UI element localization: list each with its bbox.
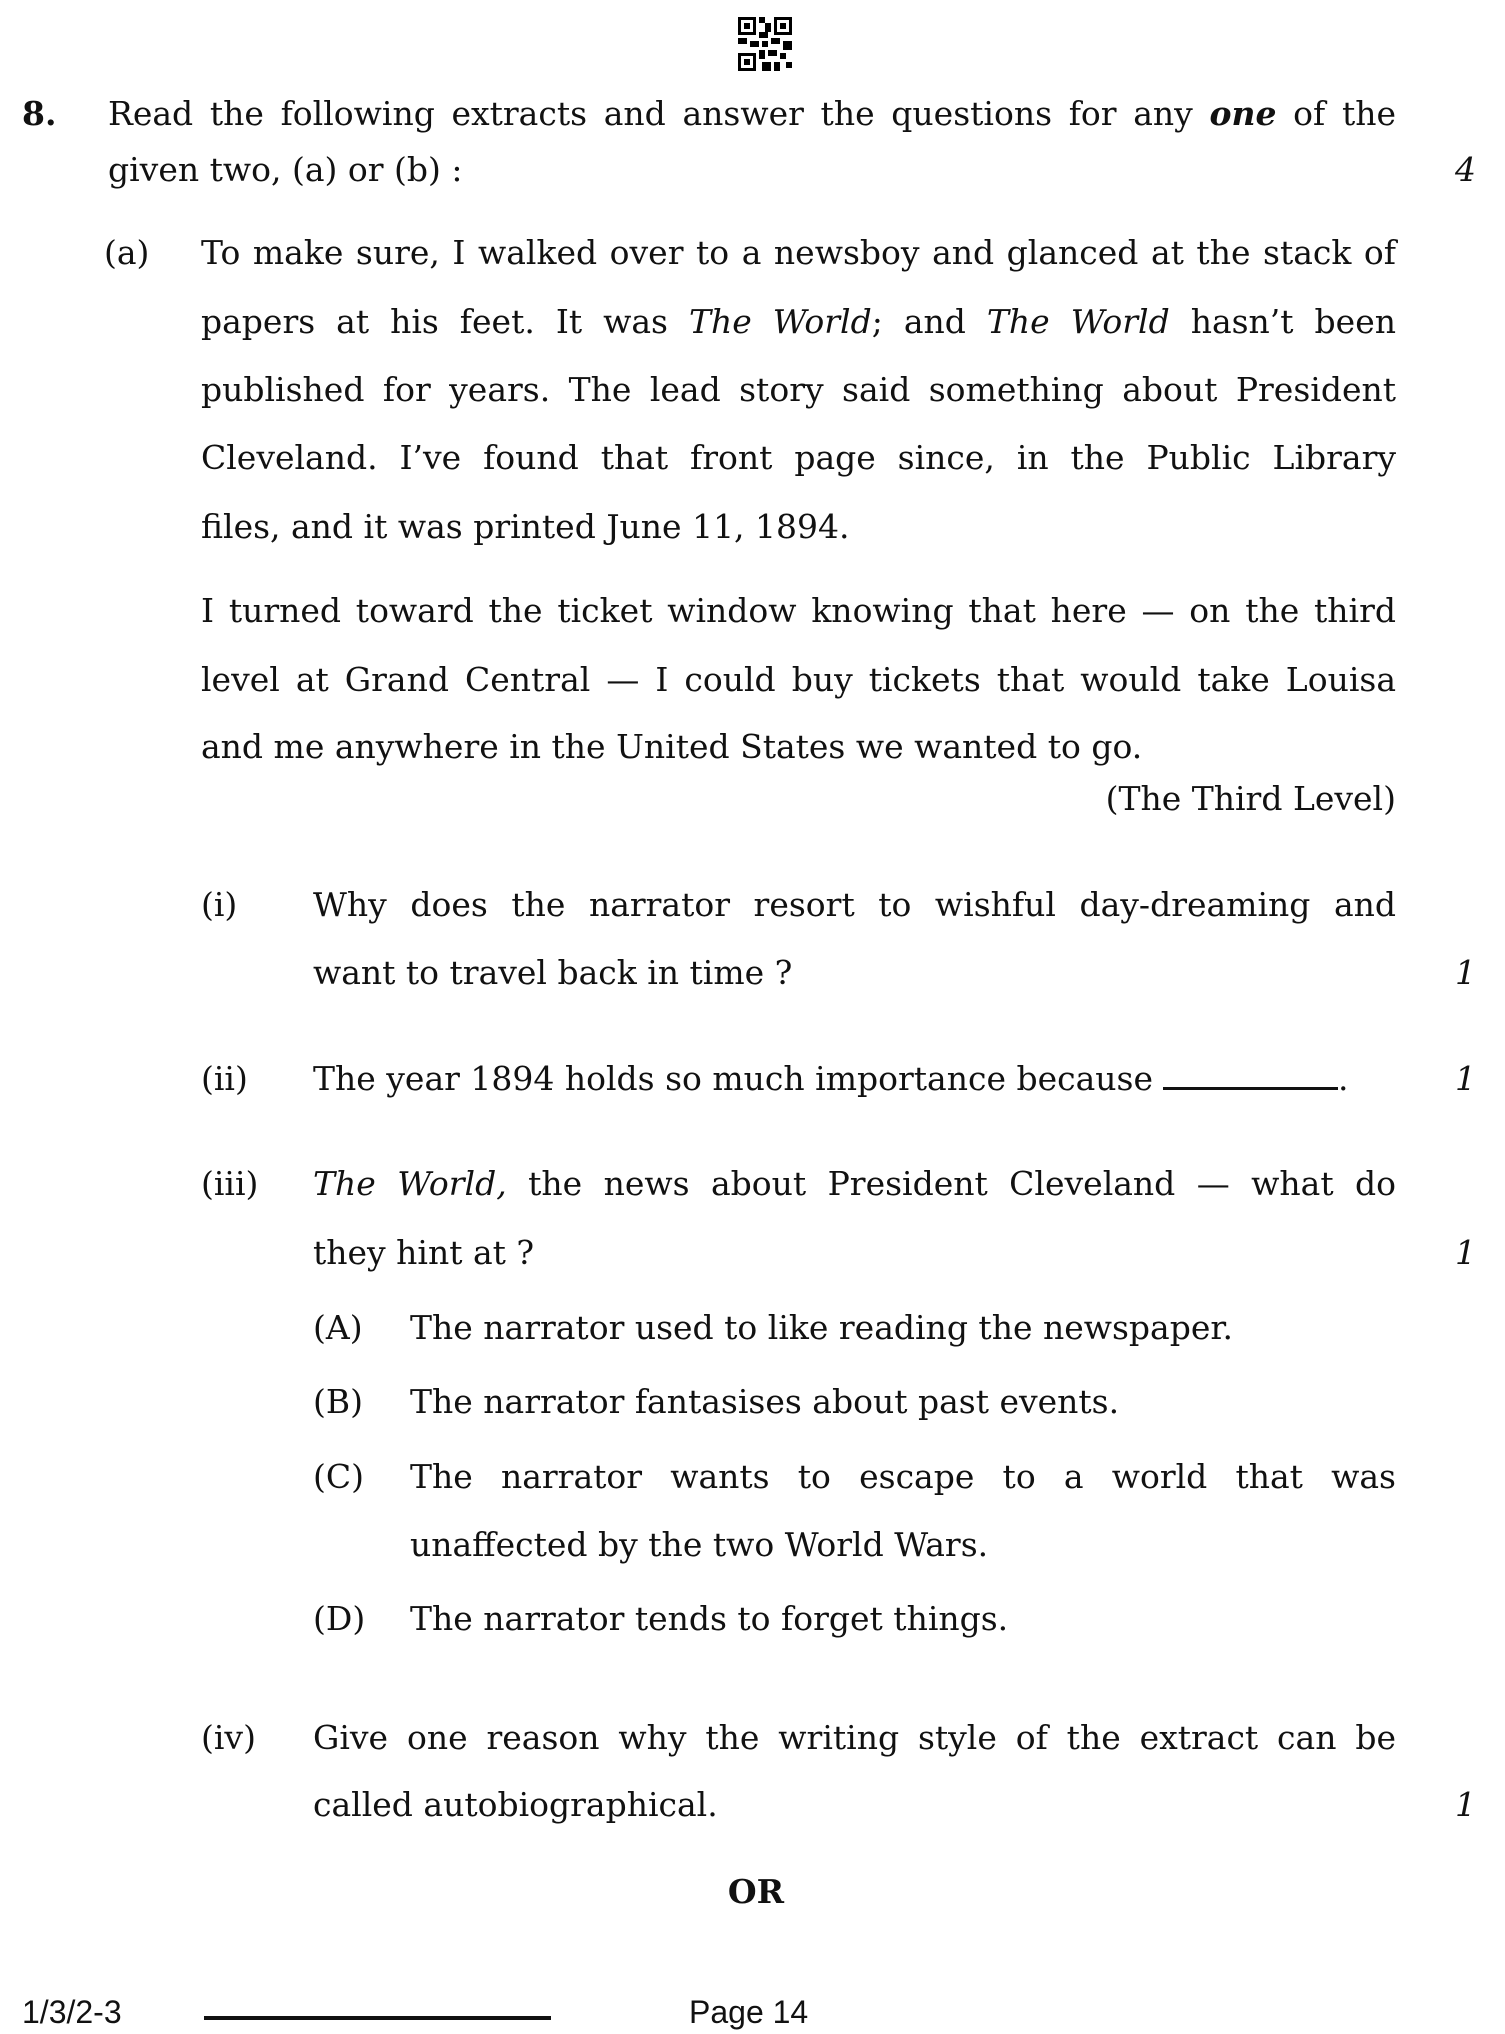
- text-segment: Why does the narrator resort to wishful day-dreaming and: [313, 885, 1396, 924]
- option-text: [410, 1368, 1396, 1436]
- subquestion-text: [313, 1704, 1396, 1772]
- text-segment: Read the following extracts and answer the questions for any: [108, 94, 1210, 133]
- or-divider: OR: [727, 1872, 785, 1911]
- subquestion-text: [313, 871, 1396, 939]
- text-segment: called autobiographical.: [313, 1785, 718, 1824]
- text-segment: published for years. The lead story said something about President: [201, 370, 1396, 409]
- option-label: (C): [313, 1457, 364, 1496]
- text-segment: unaffected by the two World Wars.: [410, 1525, 989, 1564]
- option-text: [410, 1294, 1396, 1362]
- passage-source: (The Third Level): [1105, 779, 1396, 818]
- qr-code-icon: [738, 17, 792, 71]
- subquestion-label: (ii): [201, 1059, 248, 1098]
- text-segment: Give one reason why the writing style of the extract can be: [313, 1718, 1396, 1757]
- text-segment: Cleveland. I’ve found that front page since, in the Public Library: [201, 438, 1396, 477]
- passage-line: [201, 356, 1396, 424]
- emphasized-text: one: [1209, 94, 1277, 133]
- subquestion-text: [313, 939, 1396, 1007]
- passage-line: [201, 219, 1396, 287]
- passage-line: [201, 577, 1396, 645]
- option-label: (B): [313, 1382, 363, 1421]
- option-text: [410, 1511, 1396, 1579]
- option-text: [410, 1585, 1396, 1653]
- subquestion-marks: 1: [1455, 953, 1476, 992]
- text-segment: the news about President Cleveland — what do: [506, 1164, 1396, 1203]
- emphasized-text: The World,: [313, 1164, 507, 1203]
- subquestion-marks: 1: [1455, 1785, 1476, 1824]
- subquestion-marks: 1: [1455, 1233, 1476, 1272]
- text-segment: files, and it was printed June 11, 1894.: [201, 507, 850, 546]
- emphasized-text: The World: [986, 302, 1170, 341]
- part-a-label: (a): [104, 233, 150, 272]
- text-segment: level at Grand Central — I could buy tickets that would take Louisa: [201, 660, 1396, 699]
- text-segment: they hint at ?: [313, 1233, 535, 1272]
- paper-code: 1/3/2-3: [22, 1994, 122, 2030]
- text-segment: The narrator wants to escape to a world that was: [410, 1457, 1396, 1496]
- subquestion-text-main: [313, 1059, 1153, 1098]
- text-segment: The year 1894 holds so much importance because: [313, 1059, 1153, 1098]
- passage-line: [201, 424, 1396, 492]
- page-number: Page 14: [689, 1994, 809, 2030]
- subquestion-text: [313, 1045, 1396, 1113]
- emphasized-text: The World: [688, 302, 872, 341]
- text-segment: To make sure, I walked over to a newsboy and glanced at the stack of: [201, 233, 1396, 272]
- subquestion-text: [313, 1150, 1396, 1218]
- passage-line: [201, 493, 1396, 561]
- text-segment: of the: [1276, 94, 1396, 133]
- text-segment: The narrator used to like reading the newspaper.: [410, 1308, 1234, 1347]
- subquestion-text: [313, 1771, 1396, 1839]
- question-instruction-line-2: [108, 136, 1396, 204]
- text-segment: I turned toward the ticket window knowing that here — on the third: [201, 591, 1396, 630]
- question-marks: 4: [1455, 150, 1476, 189]
- passage-line: [201, 646, 1396, 714]
- text-segment: and me anywhere in the United States we wanted to go.: [201, 727, 1143, 766]
- passage-line: [201, 288, 1396, 356]
- option-label: (D): [313, 1599, 366, 1638]
- text-segment: ; and: [871, 302, 987, 341]
- subquestion-marks: 1: [1455, 1059, 1476, 1098]
- subquestion-label: (iv): [201, 1718, 256, 1757]
- text-segment: The narrator fantasises about past events.: [410, 1382, 1120, 1421]
- subquestion-label: (i): [201, 885, 238, 924]
- option-text: [410, 1443, 1396, 1511]
- text-segment: papers at his feet. It was: [201, 302, 689, 341]
- question-number: 8.: [22, 94, 57, 133]
- fill-in-blank: [1163, 1063, 1338, 1090]
- text-segment: hasn’t been: [1169, 302, 1396, 341]
- subquestion-period: .: [1338, 1059, 1349, 1098]
- footer-rule: [204, 2016, 551, 2020]
- text-segment: The narrator tends to forget things.: [410, 1599, 1009, 1638]
- subquestion-text: [313, 1219, 1396, 1287]
- text-segment: given two, (a) or (b) :: [108, 150, 463, 189]
- subquestion-label: (iii): [201, 1164, 259, 1203]
- option-label: (A): [313, 1308, 363, 1347]
- text-segment: want to travel back in time ?: [313, 953, 793, 992]
